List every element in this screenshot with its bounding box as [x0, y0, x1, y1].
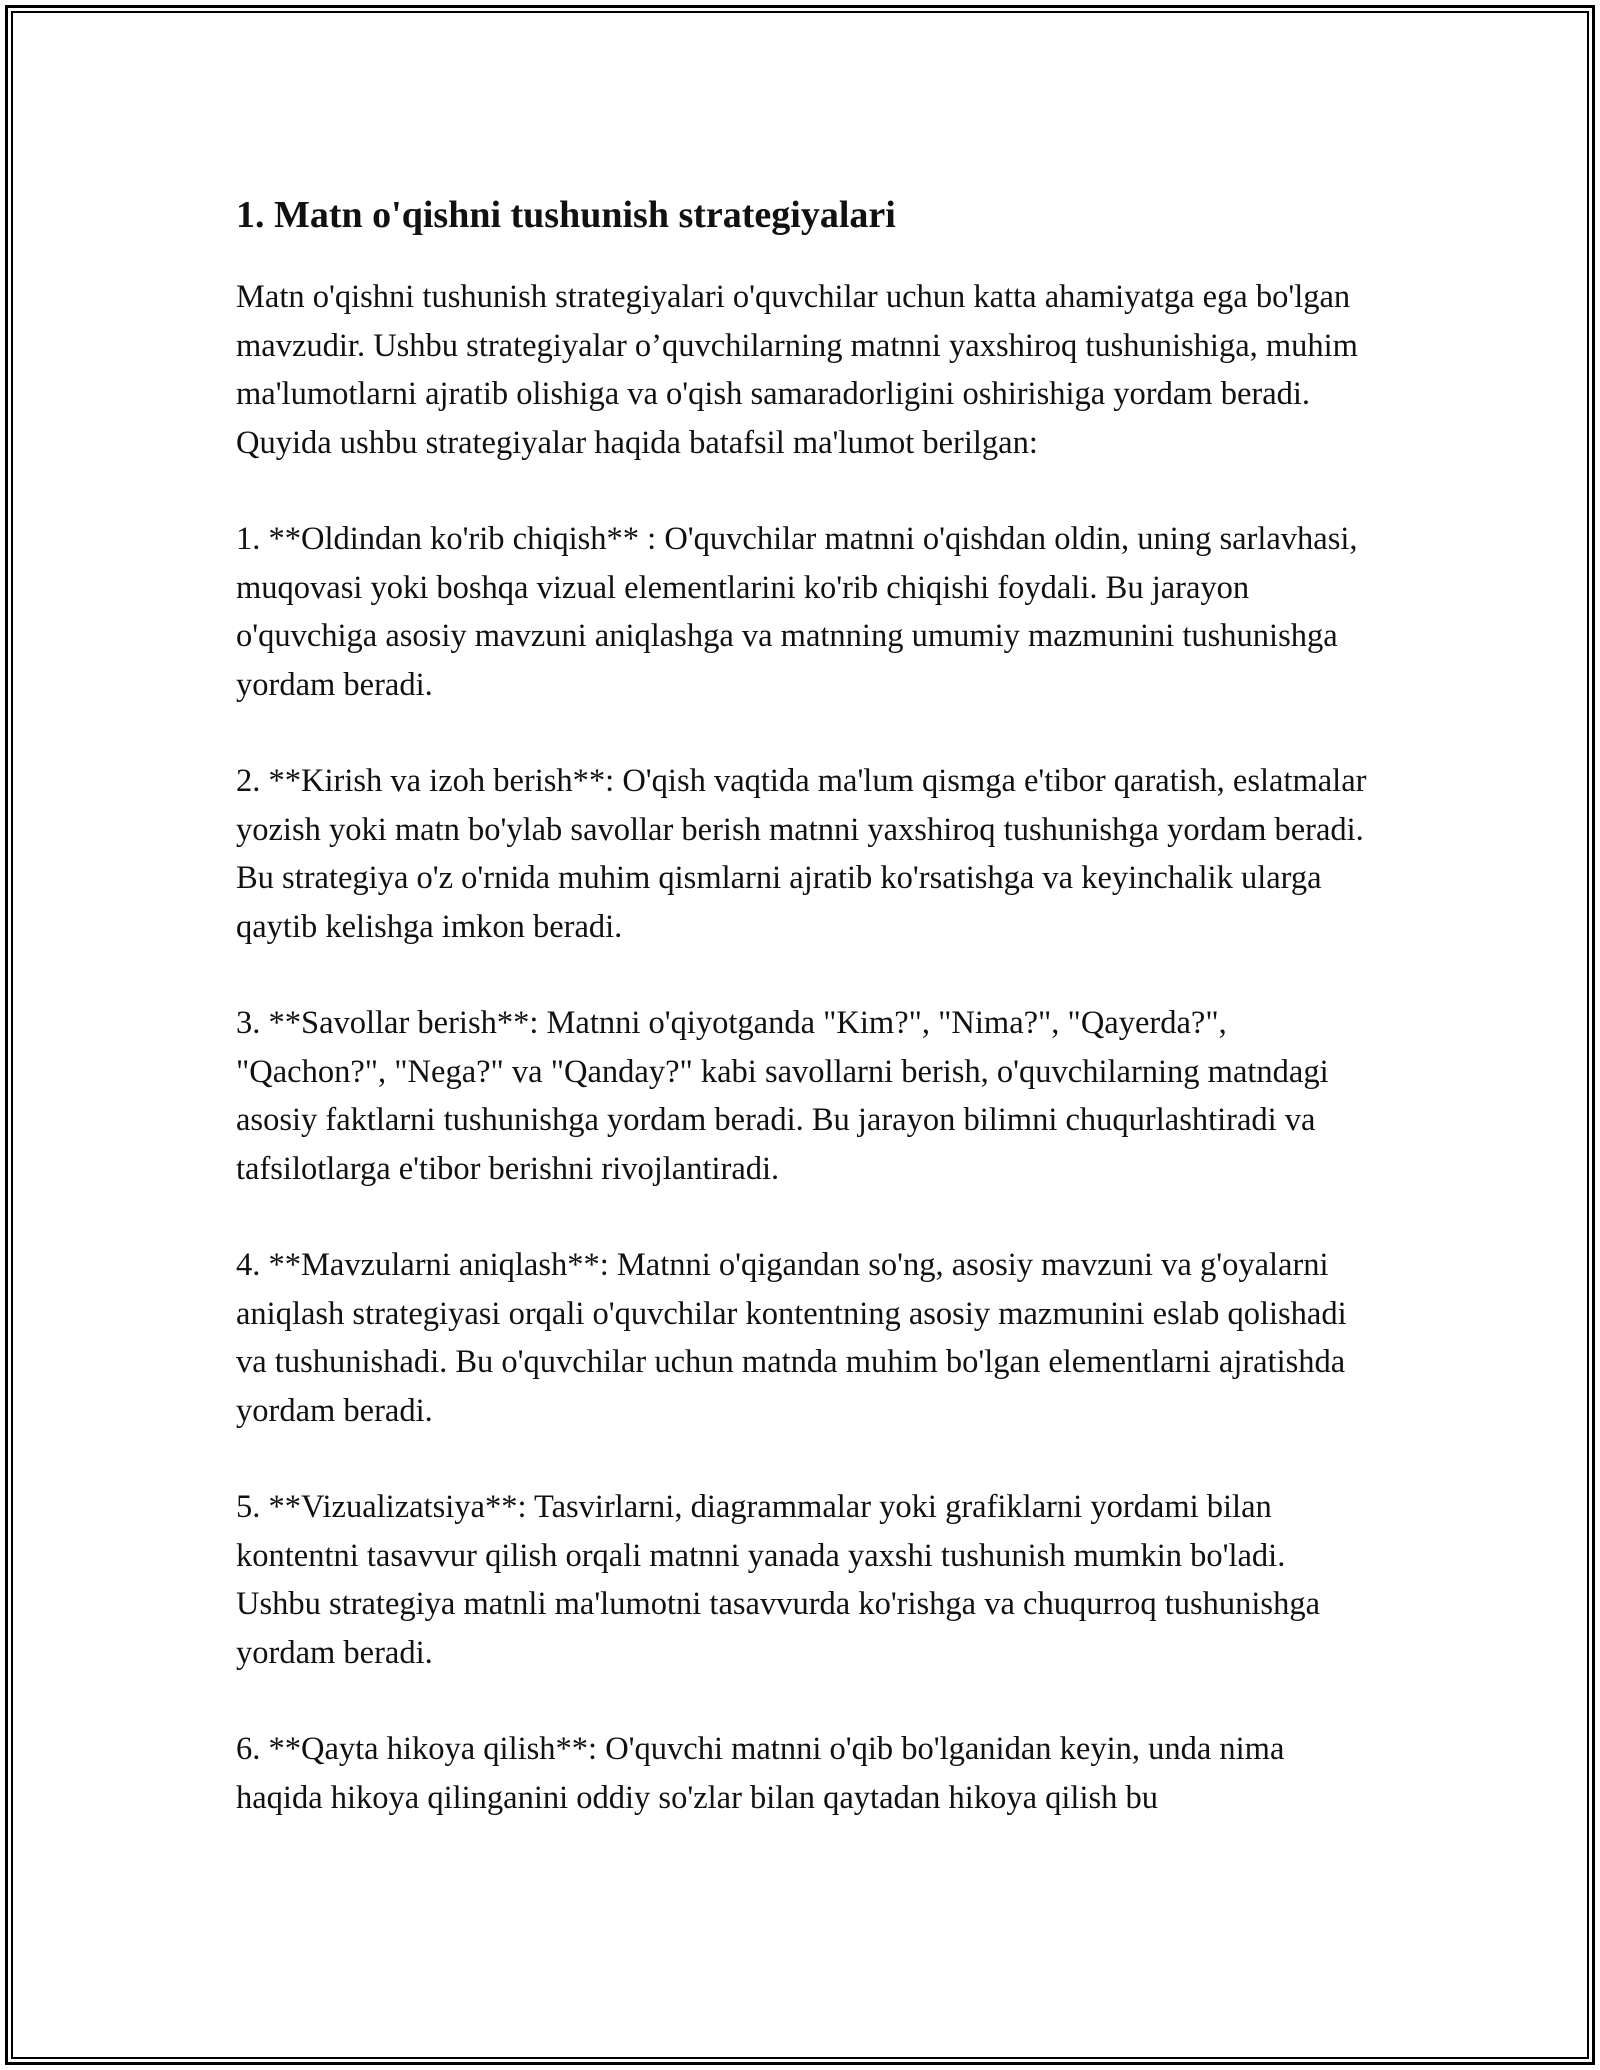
strategy-2-paragraph: 2. **Kirish va izoh berish**: O'qish vaqtida ma'lum qismga e'tibor qaratish, eslatmalar yozish yoki matn bo'ylab savollar berish matnni yaxshiroq tushunishga yordam beradi. Bu strategiya o'z o'rnida muhim qismlarni ajratib ko'rsatishga va keyinchalik ularga qaytib kelishga imkon beradi.	[236, 763, 1367, 945]
strategy-6-paragraph: 6. **Qayta hikoya qilish**: O'quvchi matnni o'qib bo'lganidan keyin, unda nima haqida hikoya qilinganini oddiy so'zlar bilan qaytadan hikoya qilish bu	[236, 1731, 1285, 1816]
strategy-1-paragraph: 1. **Oldindan ko'rib chiqish** : O'quvchilar matnni o'qishdan oldin, uning sarlavhasi, muqovasi yoki boshqa vizual elementlarini ko'rib chiqishi foydali. Bu jarayon o'quvchiga asosiy mavzuni aniqlashga va matnning umumiy mazmunini tushunishga yordam beradi.	[236, 521, 1358, 703]
strategy-5-paragraph: 5. **Vizualizatsiya**: Tasvirlarni, diagrammalar yoki grafiklarni yordami bilan kontentni tasavvur qilish orqali matnni yanada yaxshi tushunish mumkin bo'ladi. Ushbu strategiya matnli ma'lumotni tasavvurda ko'rishga va chuqurroq tushunishga yordam beradi.	[236, 1489, 1321, 1671]
strategy-3-paragraph: 3. **Savollar berish**: Matnni o'qiyotganda "Kim?", "Nima?", "Qayerda?", "Qachon?", "Nega?" va "Qanday?" kabi savollarni berish, o'quvchilarning matndagi asosiy faktlarni tushunishga yordam beradi. Bu jarayon bilimni chuqurlashtiradi va tafsilotlarga e'tibor berishni rivojlantiradi.	[236, 1005, 1329, 1187]
document-body	[236, 183, 1376, 1870]
strategy-4-paragraph: 4. **Mavzularni aniqlash**: Matnni o'qigandan so'ng, asosiy mavzuni va g'oyalarni aniqlash strategiyasi orqali o'quvchilar kontentning asosiy mazmunini eslab qolishadi va tushunishadi. Bu o'quvchilar uchun matnda muhim bo'lgan elementlarni ajratishda yordam beradi.	[236, 1247, 1347, 1429]
document-title: 1. Matn o'qishni tushunish strategiyalari	[236, 194, 896, 236]
intro-paragraph: Matn o'qishni tushunish strategiyalari o'quvchilar uchun katta ahamiyatga ega bo'lgan mavzudir. Ushbu strategiyalar o’quvchilarning matnni yaxshiroq tushunishiga, muhim ma'lumotlarni ajratib olishiga va o'qish samaradorligini oshirishiga yordam beradi. Quyida ushbu strategiyalar haqida batafsil ma'lumot berilgan:	[236, 279, 1358, 461]
